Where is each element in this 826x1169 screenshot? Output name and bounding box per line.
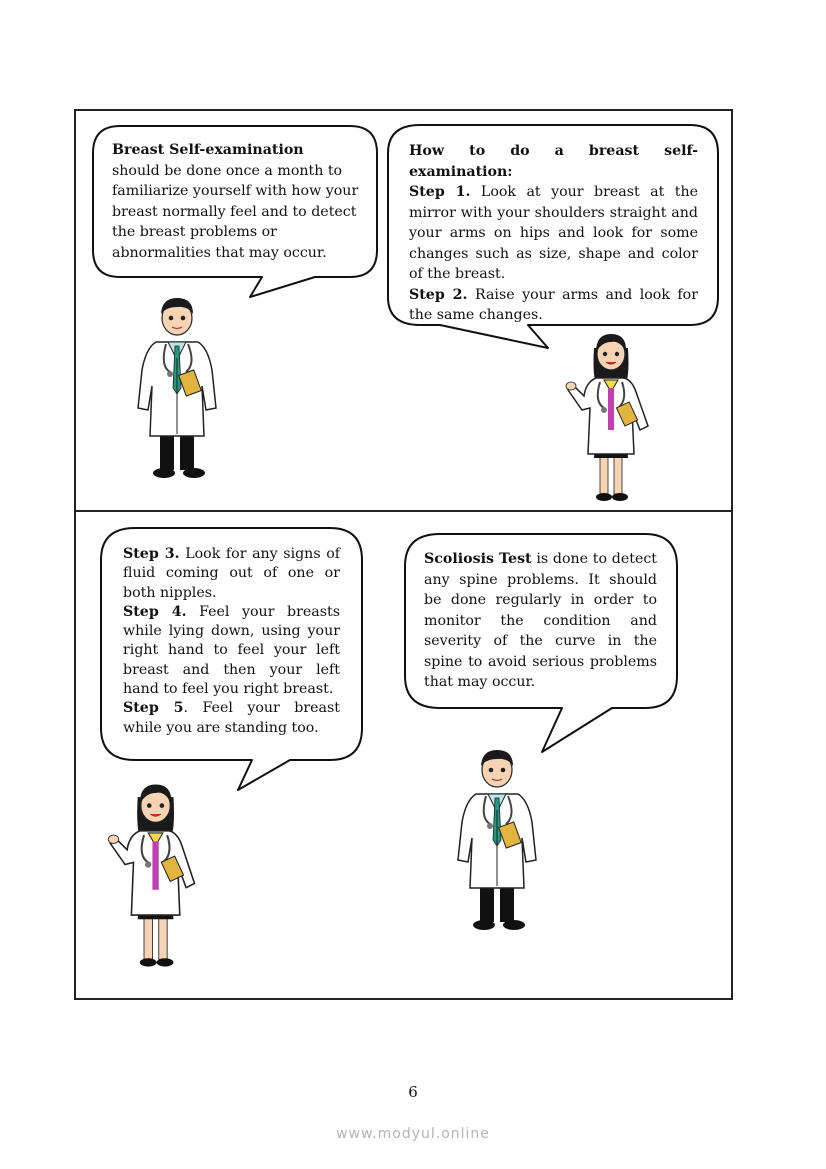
step2-label: Step 2. — [409, 286, 468, 303]
bubble-2-title: How to do a breast self-examination: — [409, 143, 698, 180]
male-doctor-figure — [130, 290, 225, 482]
step3-text: Look for any signs of fluid coming out of one or both nipples. — [123, 546, 340, 601]
bubble-4-text — [424, 549, 657, 693]
bubble-1-body: should be done once a month to familiarize yourself with how your breast normally feel and to detect the breast problems or abnormalities that may occur. — [112, 162, 359, 261]
page-number: 6 — [408, 1083, 418, 1101]
step1-label: Step 1. — [409, 184, 471, 200]
step3-label: Step 3. — [123, 546, 180, 562]
female-doctor-figure — [562, 326, 657, 506]
bubble-3-text — [123, 545, 340, 738]
step1-text: Look at your breast at the mirror with your shoulders straight and your arms on hips and look for some changes such as size, shape and color of the breast. — [409, 184, 698, 282]
step2-text: Raise your arms and look for the same changes. — [409, 286, 698, 323]
step4-text: Feel your breasts while lying down, using your right hand to feel your left breast and then your left hand to feel you right breast. — [123, 603, 340, 698]
watermark: www.modyul.online — [336, 1126, 490, 1142]
bubble-1-title: Breast Self-examination — [112, 142, 304, 158]
female-doctor-figure — [104, 774, 204, 974]
step5-label: Step 5 — [123, 700, 184, 717]
male-doctor-figure — [450, 736, 545, 940]
bubble-4-body: is done to detect any spine problems. It should be done regularly in order to monitor the condition and severity of the curve in the spine to avoid serious problems that may occur. — [424, 551, 658, 690]
bubble-4-title: Scoliosis Test — [424, 551, 532, 567]
bubble-2-text — [409, 141, 698, 326]
bubble-1-text — [112, 140, 360, 263]
step4-label: Step 4. — [123, 603, 187, 620]
step5-text: . Feel your breast while you are standing too. — [123, 700, 340, 736]
